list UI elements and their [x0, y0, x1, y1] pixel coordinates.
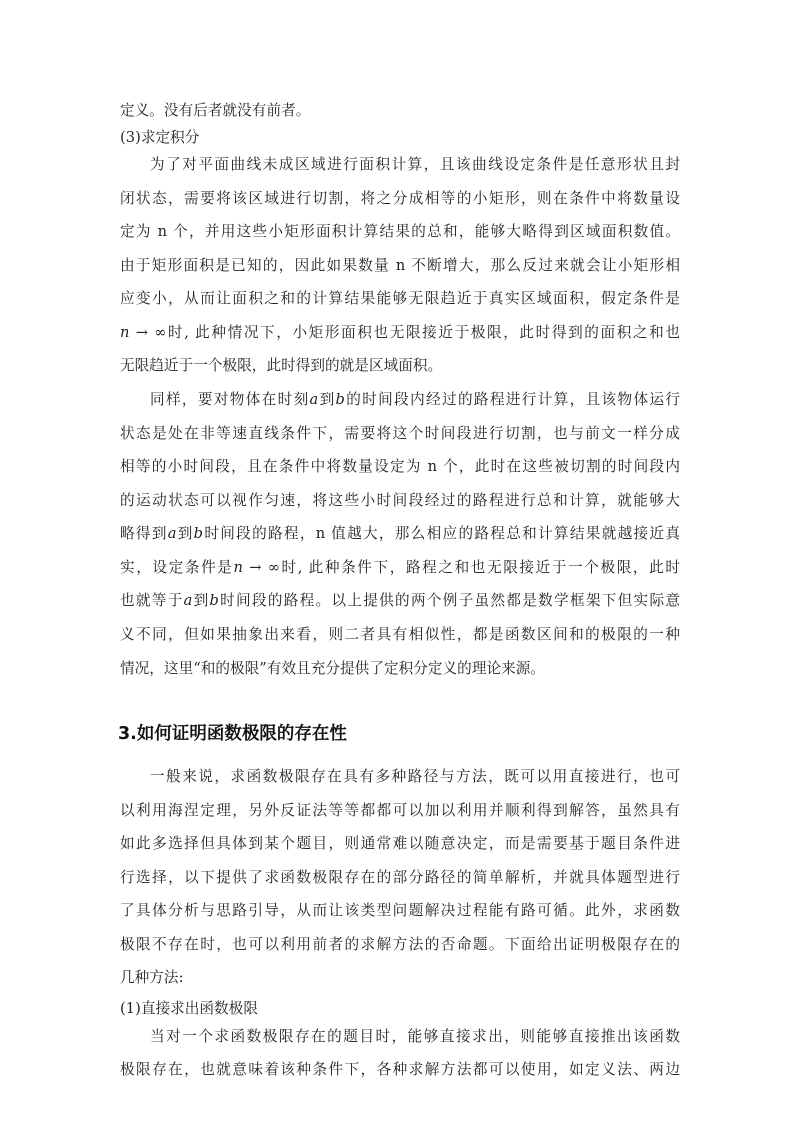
section-heading: 3.如何证明函数极限的存在性	[118, 724, 347, 744]
paragraph-line: 由于矩形面积是已知的，因此如果数量 n 不断增大，那么反过来就会让小矩形相	[120, 257, 680, 274]
paragraph-line: 𝑛 → ∞时, 此种情况下，小矩形面积也无限接近于极限，此时得到的面积之和也	[120, 324, 680, 341]
paragraph-line: 以利用海涅定理，另外反证法等等都都可以加以利用并顺利得到解答，虽然具有	[120, 802, 680, 819]
paragraph-line: 应变小，从而让面积之和的计算结果能够无限趋近于真实区域面积，假定条件是	[120, 290, 680, 307]
paragraph-line: 极限存在，也就意味着该种条件下，各种求解方法都可以使用，如定义法、两边	[120, 1061, 680, 1078]
paragraph-line: 如此多选择但具体到某个题目，则通常难以随意决定，而是需要基于题目条件进	[120, 835, 680, 852]
subsection-title: (3)求定积分	[120, 129, 200, 146]
paragraph-line: 几种方法:	[120, 969, 184, 986]
paragraph-line: 极限不存在时，也可以利用前者的求解方法的否命题。下面给出证明极限存在的	[120, 936, 680, 953]
paragraph-line: 义不同，但如果抽象出来看，则二者具有相似性，都是函数区间和的极限的一种	[120, 626, 680, 643]
paragraph-line: 略得到𝑎到𝑏时间段的路程，n 值越大，那么相应的路程总和计算结果就越接近真	[120, 525, 680, 542]
subsection-title: (1)直接求出函数极限	[120, 1000, 258, 1017]
paragraph-line: 定为 n 个，并用这些小矩形面积计算结果的总和，能够大略得到区域面积数值。	[120, 223, 680, 240]
paragraph-line: 同样，要对物体在时刻𝑎到𝑏的时间段内经过的路程进行计算，且该物体运行	[150, 391, 680, 408]
paragraph-line: 当对一个求函数极限存在的题目时，能够直接求出，则能够直接推出该函数	[150, 1028, 680, 1045]
paragraph-line: 状态是处在非等速直线条件下，需要将这个时间段进行切割，也与前文一样分成	[120, 425, 680, 442]
paragraph-line: 定义。没有后者就没有前者。	[120, 102, 311, 119]
paragraph-line: 一般来说，求函数极限存在具有多种路径与方法，既可以用直接进行，也可	[150, 768, 680, 785]
paragraph-line: 行选择，以下提供了求函数极限存在的部分路径的简单解析，并就具体题型进行	[120, 869, 680, 886]
paragraph-line: 情况，这里“和的极限”有效且充分提供了定积分定义的理论来源。	[120, 660, 546, 677]
paragraph-line: 无限趋近于一个极限，此时得到的就是区域面积。	[120, 357, 443, 374]
paragraph-line: 为了对平面曲线未成区域进行面积计算，且该曲线设定条件是任意形状且封	[150, 156, 680, 173]
paragraph-line: 的运动状态可以视作匀速，将这些小时间段经过的路程进行总和计算，就能够大	[120, 492, 680, 509]
paragraph-line: 闭状态，需要将该区域进行切割，将之分成相等的小矩形，则在条件中将数量设	[120, 190, 680, 207]
paragraph-line: 相等的小时间段，且在条件中将数量设定为 n 个，此时在这些被切割的时间段内	[120, 458, 680, 475]
paragraph-line: 实，设定条件是𝑛 → ∞时, 此种条件下，路程之和也无限接近于一个极限，此时	[120, 559, 680, 576]
paragraph-line: 了具体分析与思路引导，从而让该类型问题解决过程能有路可循。此外，求函数	[120, 902, 680, 919]
paragraph-line: 也就等于𝑎到𝑏时间段的路程。以上提供的两个例子虽然都是数学框架下但实际意	[120, 592, 680, 609]
